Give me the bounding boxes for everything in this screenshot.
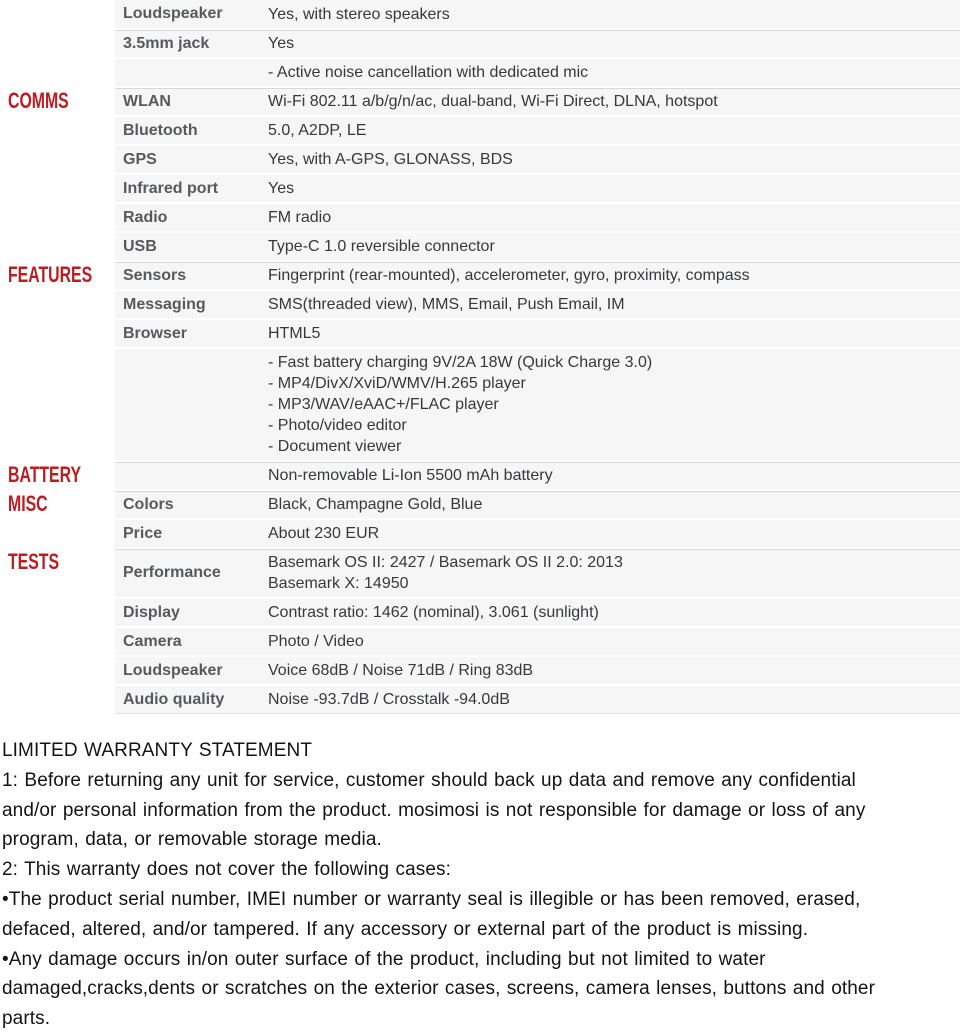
warranty-line: damaged,cracks,dents or scratches on the exterior cases, screens, camera lenses, buttons and other [2, 978, 876, 1000]
spec-value-line: Yes, with stereo speakers [268, 5, 450, 23]
spec-value [268, 233, 960, 260]
spec-row [0, 547, 960, 597]
section-column [0, 115, 115, 144]
section-column [0, 318, 115, 347]
spec-label: WLAN [123, 92, 171, 110]
spec-row [0, 28, 960, 57]
spec-row [0, 655, 960, 684]
section-header: COMMS [8, 88, 69, 113]
spec-value-line: Fingerprint (rear-mounted), accelerometer, gyro, proximity, compass [268, 267, 750, 284]
spec-value [268, 657, 960, 684]
spec-row [0, 173, 960, 202]
warranty-line: •Any damage occurs in/on outer surface of the product, including but not limited to water [2, 948, 766, 970]
spec-row-body [115, 57, 960, 86]
section-column [0, 0, 115, 28]
spec-value-line: Noise -93.7dB / Crosstalk -94.0dB [268, 691, 510, 708]
section-column [0, 173, 115, 202]
spec-row-body [115, 347, 960, 460]
spec-value [268, 0, 960, 28]
spec-label: Radio [123, 208, 168, 226]
spec-row-body [115, 202, 960, 231]
spec-value [268, 349, 960, 460]
section-column [0, 597, 115, 626]
spec-value-line: Yes, with A-GPS, GLONASS, BDS [268, 151, 513, 168]
spec-value [268, 59, 960, 86]
spec-row-body [115, 460, 960, 489]
spec-value-line: HTML5 [268, 325, 321, 342]
spec-value [268, 320, 960, 347]
spec-value-line: Black, Champagne Gold, Blue [268, 496, 483, 513]
spec-value-line: - Document viewer [268, 438, 402, 455]
spec-label: Performance [123, 564, 221, 581]
spec-row [0, 0, 960, 28]
warranty-line: 2: This warranty does not cover the following cases: [2, 859, 452, 881]
spec-label: Price [123, 524, 163, 542]
spec-row [0, 57, 960, 86]
spec-value-line: 5.0, A2DP, LE [268, 122, 367, 139]
spec-row-body [115, 518, 960, 547]
spec-row-body [115, 318, 960, 347]
section-header: MISC [8, 491, 48, 516]
section-column [0, 655, 115, 684]
spec-value-line: - Fast battery charging 9V/2A 18W (Quick Charge 3.0) [268, 354, 653, 371]
spec-row [0, 460, 960, 489]
spec-value-line: - MP3/WAV/eAAC+/FLAC player [268, 396, 499, 413]
spec-value-line: Type-C 1.0 reversible connector [268, 238, 495, 255]
spec-value-line: SMS(threaded view), MMS, Email, Push Email, IM [268, 296, 625, 313]
spec-row [0, 318, 960, 347]
spec-value [268, 462, 960, 489]
section-column [0, 489, 115, 518]
section-column [0, 626, 115, 655]
spec-value [268, 491, 960, 518]
spec-value-line: Yes [268, 35, 295, 52]
spec-row [0, 347, 960, 460]
spec-value-line: - Photo/video editor [268, 417, 407, 434]
warranty-line: and/or personal information from the product. mosimosi is not responsible for damage or loss of any [2, 799, 866, 821]
warranty-line: 1: Before returning any unit for service, customer should back up data and remove any confidential [2, 769, 856, 791]
spec-row-body [115, 231, 960, 260]
spec-value-line: Contrast ratio: 1462 (nominal), 3.061 (sunlight) [268, 604, 599, 621]
spec-label [115, 462, 268, 489]
spec-value [268, 30, 960, 57]
spec-value [268, 549, 960, 597]
spec-value-line: About 230 EUR [268, 525, 380, 542]
spec-label: Messaging [123, 295, 206, 313]
spec-label [115, 349, 268, 460]
spec-row [0, 518, 960, 547]
spec-row [0, 115, 960, 144]
spec-row-body [115, 289, 960, 318]
section-column [0, 28, 115, 57]
spec-row-body [115, 655, 960, 684]
spec-value-line: Voice 68dB / Noise 71dB / Ring 83dB [268, 662, 534, 679]
spec-label: 3.5mm jack [123, 34, 210, 52]
spec-value [268, 146, 960, 173]
spec-row-body [115, 489, 960, 518]
spec-row-body [115, 173, 960, 202]
spec-label: Camera [123, 632, 182, 650]
spec-label: Infrared port [123, 179, 219, 197]
spec-row [0, 597, 960, 626]
section-column [0, 460, 115, 489]
spec-value [268, 291, 960, 318]
section-header: TESTS [8, 549, 60, 574]
spec-row-body [115, 626, 960, 655]
spec-value-line: Wi-Fi 802.11 a/b/g/n/ac, dual-band, Wi-Fi Direct, DLNA, hotspot [268, 93, 718, 110]
spec-value [268, 88, 960, 115]
spec-label: GPS [123, 150, 157, 168]
spec-label: USB [123, 237, 157, 255]
section-column [0, 231, 115, 260]
spec-value [268, 262, 960, 289]
spec-row-body [115, 144, 960, 173]
spec-row-body [115, 260, 960, 289]
spec-row [0, 684, 960, 714]
spec-label: Browser [123, 324, 188, 342]
spec-row [0, 144, 960, 173]
warranty-line: parts. [2, 1008, 51, 1030]
section-column [0, 144, 115, 173]
spec-value [268, 686, 960, 713]
spec-label: Colors [123, 495, 174, 513]
spec-value-line: - MP4/DivX/XviD/WMV/H.265 player [268, 375, 526, 392]
spec-row-body [115, 684, 960, 714]
spec-value-line: Basemark OS II: 2427 / Basemark OS II 2.0: 2013 [268, 554, 623, 571]
spec-row [0, 289, 960, 318]
spec-value [268, 599, 960, 626]
spec-label [115, 59, 268, 86]
spec-value [268, 117, 960, 144]
spec-value-line: Photo / Video [268, 633, 364, 650]
warranty-line: •The product serial number, IMEI number or warranty seal is illegible or has been removed, erased, [2, 888, 861, 910]
spec-row [0, 260, 960, 289]
section-header: FEATURES [8, 262, 93, 287]
spec-value-line: FM radio [268, 209, 332, 226]
spec-label: Audio quality [123, 690, 225, 708]
spec-value-line: Yes [268, 180, 295, 197]
section-column [0, 518, 115, 547]
section-column [0, 57, 115, 86]
spec-row-body [115, 86, 960, 115]
section-header: BATTERY [8, 462, 82, 487]
spec-row-body [115, 597, 960, 626]
spec-value [268, 520, 960, 547]
warranty-line: defaced, altered, and/or tampered. If any accessory or external part of the product is missing. [2, 918, 809, 940]
section-column [0, 684, 115, 714]
spec-value-line: Non-removable Li-Ion 5500 mAh battery [268, 467, 553, 484]
section-column [0, 547, 115, 597]
spec-row-body [115, 0, 960, 28]
spec-label: Loudspeaker [123, 5, 223, 22]
spec-value-line: - Active noise cancellation with dedicated mic [268, 64, 589, 81]
spec-value-line: Basemark X: 14950 [268, 575, 409, 592]
warranty-title: LIMITED WARRANTY STATEMENT [2, 740, 313, 761]
spec-value [268, 628, 960, 655]
spec-row-body [115, 115, 960, 144]
spec-row [0, 626, 960, 655]
spec-row-body [115, 28, 960, 57]
section-column [0, 289, 115, 318]
section-column [0, 86, 115, 115]
spec-row [0, 202, 960, 231]
spec-value [268, 175, 960, 202]
warranty-statement [0, 714, 960, 1034]
spec-row [0, 86, 960, 115]
spec-label: Loudspeaker [123, 661, 223, 679]
spec-row-body [115, 547, 960, 597]
section-column [0, 260, 115, 289]
spec-label: Display [123, 603, 180, 621]
section-column [0, 202, 115, 231]
spec-row [0, 231, 960, 260]
warranty-line: program, data, or removable storage media. [2, 829, 382, 851]
spec-label: Sensors [123, 266, 187, 284]
spec-label: Bluetooth [123, 121, 198, 139]
section-column [0, 347, 115, 460]
spec-value [268, 204, 960, 231]
spec-row [0, 489, 960, 518]
